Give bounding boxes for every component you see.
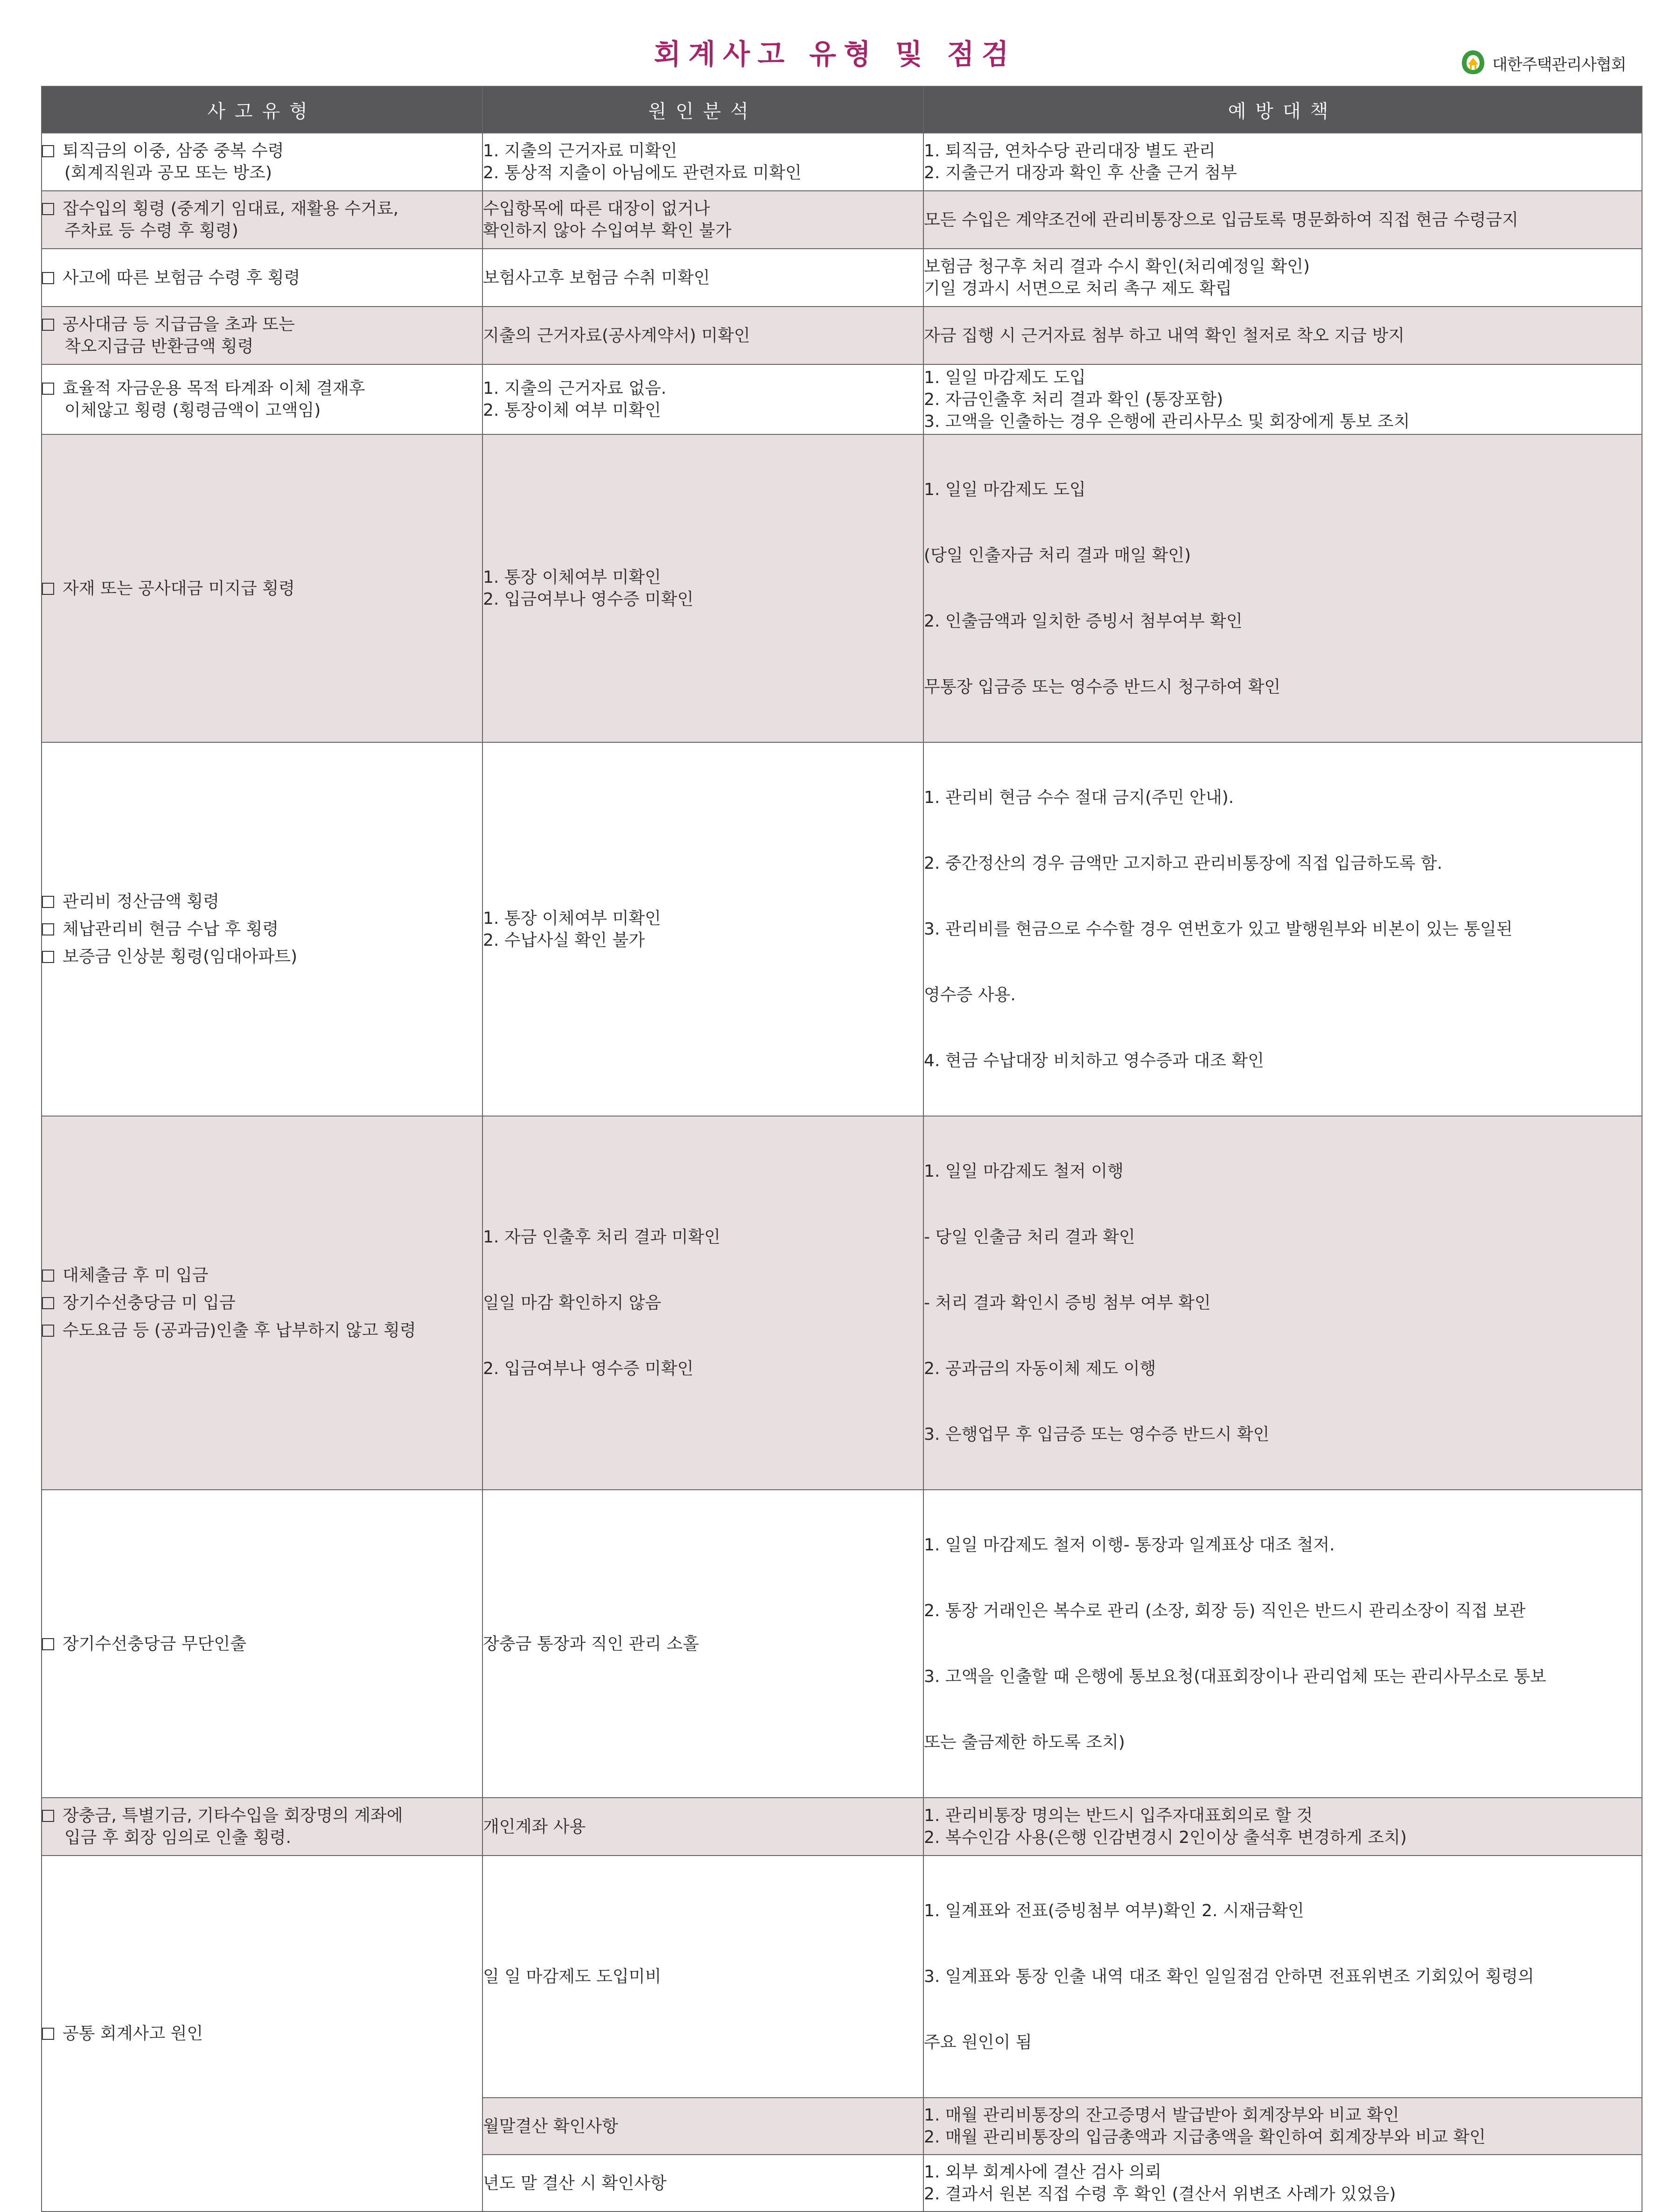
header-accident-type: 사고유형 [42,86,482,133]
accident-type-item [42,891,482,913]
cause-line: 개인계좌 사용 [483,1817,586,1836]
page-title: 회계사고 유형 및 점검 [654,38,1016,71]
checkbox-square-icon [42,1325,54,1337]
checkbox-square-icon [42,145,54,157]
prevention-line: 1. 외부 회계사에 결산 검사 의뢰 [924,2163,1161,2182]
cause-line: 년도 말 결산 시 확인사항 [483,2173,667,2193]
accident-type-cell [42,1116,482,1490]
accident-type-item [42,578,482,600]
table-row [42,249,1642,307]
prevention-line: 2. 매월 관리비통장의 입금총액과 지급총액을 확인하여 회계장부와 비교 확인 [924,2128,1486,2147]
cause-cell [482,307,923,364]
prevention-line: 1. 관리비 현금 수수 절대 금지(주민 안내). [924,788,1234,807]
cause-line: 1. 통장 이체여부 미확인 [483,568,661,587]
prevention-line: 기일 경과시 서면으로 처리 촉구 제도 확립 [924,279,1232,298]
checkbox-square-icon [42,383,54,395]
table-row [42,742,1642,1116]
accident-type-item [42,918,482,940]
cause-line: 1. 자금 인출후 처리 결과 미확인 [483,1228,720,1247]
cause-line: 1. 지출의 근거자료 미확인 [483,141,678,160]
accident-type-text: 수도요금 등 (공과금)인출 후 납부하지 않고 횡령 [63,1321,416,1340]
cause-line: 일일 마감 확인하지 않음 [483,1293,662,1312]
cause-line: 2. 수납사실 확인 불가 [483,930,645,950]
checkbox-square-icon [42,1297,54,1309]
prevention-line: 2. 복수인감 사용(은행 인감변경시 2인이상 출석후 변경하게 조치) [924,1828,1407,1847]
prevention-line: 주요 원인이 됨 [924,2033,1032,2052]
checkbox-square-icon [42,951,54,963]
org-logo [1460,49,1626,77]
cause-cell [482,2098,923,2155]
prevention-cell [923,742,1642,1116]
accident-type-cell [42,249,482,307]
prevention-cell [923,364,1642,434]
prevention-line: 2. 중간정산의 경우 금액만 고지하고 관리비통장에 직접 입금하도록 함. [924,854,1443,873]
cause-cell [482,1856,923,2098]
accident-type-cell [42,742,482,1116]
prevention-line: 3. 고액을 인출할 때 은행에 통보요청(대표회장이나 관리업체 또는 관리사무소로 통보 [924,1667,1546,1686]
table-row [42,1798,1642,1856]
accident-type-text: 관리비 정산금액 횡령 [63,892,219,911]
org-name: 대한주택관리사협회 [1492,55,1626,74]
prevention-cell [923,434,1642,742]
accident-type-text: 체납관리비 현금 수납 후 횡령 [63,920,279,939]
prevention-line: 2. 통장 거래인은 복수로 관리 (소장, 회장 등) 직인은 반드시 관리소장이 직접 보관 [924,1601,1526,1620]
accident-type-cell [42,434,482,742]
accident-type-text: 공사대금 등 지급금을 초과 또는 착오지급금 반환금액 횡령 [63,315,295,356]
table-row [42,191,1642,249]
prevention-line: 무통장 입금증 또는 영수증 반드시 청구하여 확인 [924,677,1281,697]
prevention-line: (당일 인출자금 처리 결과 매일 확인) [924,546,1191,565]
accident-type-text: 효율적 자금운용 목적 타계좌 이체 결재후 이체않고 횡령 (횡령금액이 고액임) [63,379,365,420]
prevention-cell [923,1798,1642,1856]
accident-type-item [42,1319,482,1341]
accident-type-text: 사고에 따른 보험금 수령 후 횡령 [63,268,300,287]
table-row [42,307,1642,364]
prevention-cell [923,2098,1642,2155]
cause-cell [482,191,923,249]
accident-type-text: 장기수선충당금 무단인출 [63,1634,246,1654]
cause-line: 2. 통장이체 여부 미확인 [483,401,661,420]
cause-line: 월말결산 확인사항 [483,2116,618,2136]
checkbox-square-icon [42,1810,54,1822]
prevention-line: 영수증 사용. [924,985,1016,1005]
accident-type-item [42,2023,482,2045]
cause-cell [482,1798,923,1856]
accident-type-text: 보증금 인상분 횡령(임대아파트) [63,947,298,966]
accident-type-text: 잡수입의 횡령 (중계기 임대료, 재활용 수거료, 주차료 등 수령 후 횡령) [63,199,399,240]
prevention-line: 2. 자금인출후 처리 결과 확인 (통장포함) [924,390,1223,409]
cause-cell [482,2155,923,2212]
cause-cell [482,434,923,742]
prevention-cell [923,133,1642,191]
cause-line: 확인하지 않아 수입여부 확인 불가 [483,221,732,240]
accident-type-item [42,1633,482,1655]
prevention-line: 3. 관리비를 현금으로 수수할 경우 연번호가 있고 발행원부와 비본이 있는 통일된 [924,920,1513,939]
prevention-line: 1. 일일 마감제도 철저 이행- 통장과 일계표상 대조 철저. [924,1535,1335,1555]
prevention-cell [923,1116,1642,1490]
table-row [42,1490,1642,1798]
accident-type-cell [42,307,482,364]
prevention-line: 1. 일일 마감제도 도입 [924,368,1086,387]
prevention-line: 4. 현금 수납대장 비치하고 영수증과 대조 확인 [924,1051,1264,1070]
prevention-cell [923,1856,1642,2098]
prevention-line: 보험금 청구후 처리 결과 수시 확인(처리예정일 확인) [924,257,1310,276]
checkbox-square-icon [42,583,54,595]
accident-type-cell [42,191,482,249]
accident-type-item [42,198,482,242]
table-row [42,133,1642,191]
cause-line: 1. 통장 이체여부 미확인 [483,908,661,928]
prevention-line: 1. 일일 마감제도 도입 [924,480,1086,499]
cause-cell [482,249,923,307]
checkbox-square-icon [42,319,54,331]
header-cause-analysis: 원인분석 [482,86,923,133]
accident-type-item [42,314,482,357]
checkbox-square-icon [42,2028,54,2040]
checkbox-square-icon [42,203,54,215]
table-header-row [42,86,1642,133]
table-row [42,434,1642,742]
checkbox-square-icon [42,272,54,284]
cause-cell [482,1490,923,1798]
accident-type-item [42,1292,482,1314]
prevention-line: 모든 수입은 계약조건에 관리비통장으로 입금토록 명문화하여 직접 현금 수령금지 [924,210,1518,230]
cause-line: 일 일 마감제도 도입미비 [483,1967,662,1986]
accident-type-cell [42,1798,482,1856]
accident-type-text: 장충금, 특별기금, 기타수입을 회장명의 계좌에 입금 후 회장 임의로 인출 횡령. [63,1806,403,1847]
cause-line: 장충금 통장과 직인 관리 소홀 [483,1634,699,1654]
prevention-line: 자금 집행 시 근거자료 첨부 하고 내역 확인 철저로 착오 지급 방지 [924,326,1405,345]
accident-type-item [42,1264,482,1286]
accident-type-item [42,267,482,289]
prevention-line: - 처리 결과 확인시 증빙 첨부 여부 확인 [924,1293,1211,1312]
accident-type-cell [42,1490,482,1798]
prevention-line: 1. 퇴직금, 연차수당 관리대장 별도 관리 [924,141,1216,160]
prevention-line: 또는 출금제한 하도록 조치) [924,1733,1125,1752]
table-row [42,1116,1642,1490]
accident-type-item [42,140,482,184]
accident-type-cell [42,1856,482,2212]
table-row [42,364,1642,434]
table-row [42,1856,1642,2098]
prevention-cell [923,249,1642,307]
header-prevention: 예방대책 [923,86,1642,133]
cause-cell [482,742,923,1116]
prevention-line: 2. 결과서 원본 직접 수령 후 확인 (결산서 위변조 사례가 있었음) [924,2184,1396,2204]
accident-type-text: 퇴직금의 이중, 삼중 중복 수령 (회계직원과 공모 또는 방조) [63,141,284,182]
cause-line: 2. 입금여부나 영수증 미확인 [483,590,694,609]
prevention-line: - 당일 인출금 처리 결과 확인 [924,1228,1135,1247]
cause-line: 1. 지출의 근거자료 없음. [483,379,667,398]
checkbox-square-icon [42,923,54,935]
accident-type-item [42,1805,482,1849]
cause-line: 수입항목에 따른 대장이 없거나 [483,199,710,218]
accident-type-item [42,377,482,421]
prevention-cell [923,2155,1642,2212]
prevention-cell [923,1490,1642,1798]
prevention-line: 3. 은행업무 후 입금증 또는 영수증 반드시 확인 [924,1425,1270,1444]
checkbox-square-icon [42,896,54,908]
checkbox-square-icon [42,1270,54,1282]
prevention-line: 2. 공과금의 자동이체 제도 이행 [924,1359,1156,1378]
prevention-line: 1. 일계표와 전표(증빙첨부 여부)확인 2. 시재금확인 [924,1901,1304,1920]
prevention-cell [923,307,1642,364]
association-logo-icon [1460,49,1487,77]
accident-type-cell [42,133,482,191]
accident-type-text: 장기수선충당금 미 입금 [63,1293,236,1312]
cause-line: 2. 입금여부나 영수증 미확인 [483,1359,694,1378]
prevention-line: 3. 일계표와 통장 인출 내역 대조 확인 일일점검 안하면 전표위변조 기회있어 횡령의 [924,1967,1534,1986]
prevention-line: 1. 관리비통장 명의는 반드시 입주자대표회의로 할 것 [924,1806,1313,1825]
cause-line: 보험사고후 보험금 수취 미확인 [483,268,710,287]
cause-cell [482,1116,923,1490]
prevention-line: 2. 인출금액과 일치한 증빙서 첨부여부 확인 [924,612,1243,631]
accident-type-text: 공통 회계사고 원인 [63,2024,203,2043]
cause-line: 2. 통상적 지출이 아님에도 관련자료 미확인 [483,163,802,182]
accident-type-cell [42,364,482,434]
checkbox-square-icon [42,1638,54,1650]
prevention-cell [923,191,1642,249]
cause-cell [482,133,923,191]
accident-type-item [42,946,482,968]
accident-type-text: 대체출금 후 미 입금 [63,1266,209,1285]
prevention-line: 2. 지출근거 대장과 확인 후 산출 근거 첨부 [924,163,1237,182]
prevention-line: 1. 일일 마감제도 철저 이행 [924,1162,1124,1181]
accident-type-text: 자재 또는 공사대금 미지급 횡령 [63,579,295,598]
prevention-line: 1. 매월 관리비통장의 잔고증명서 발급받아 회계장부와 비교 확인 [924,2106,1399,2125]
cause-line: 지출의 근거자료(공사계약서) 미확인 [483,326,750,345]
cause-cell [482,364,923,434]
prevention-line: 3. 고액을 인출하는 경우 은행에 관리사무소 및 회장에게 통보 조치 [924,412,1410,431]
accident-table [41,86,1642,2212]
